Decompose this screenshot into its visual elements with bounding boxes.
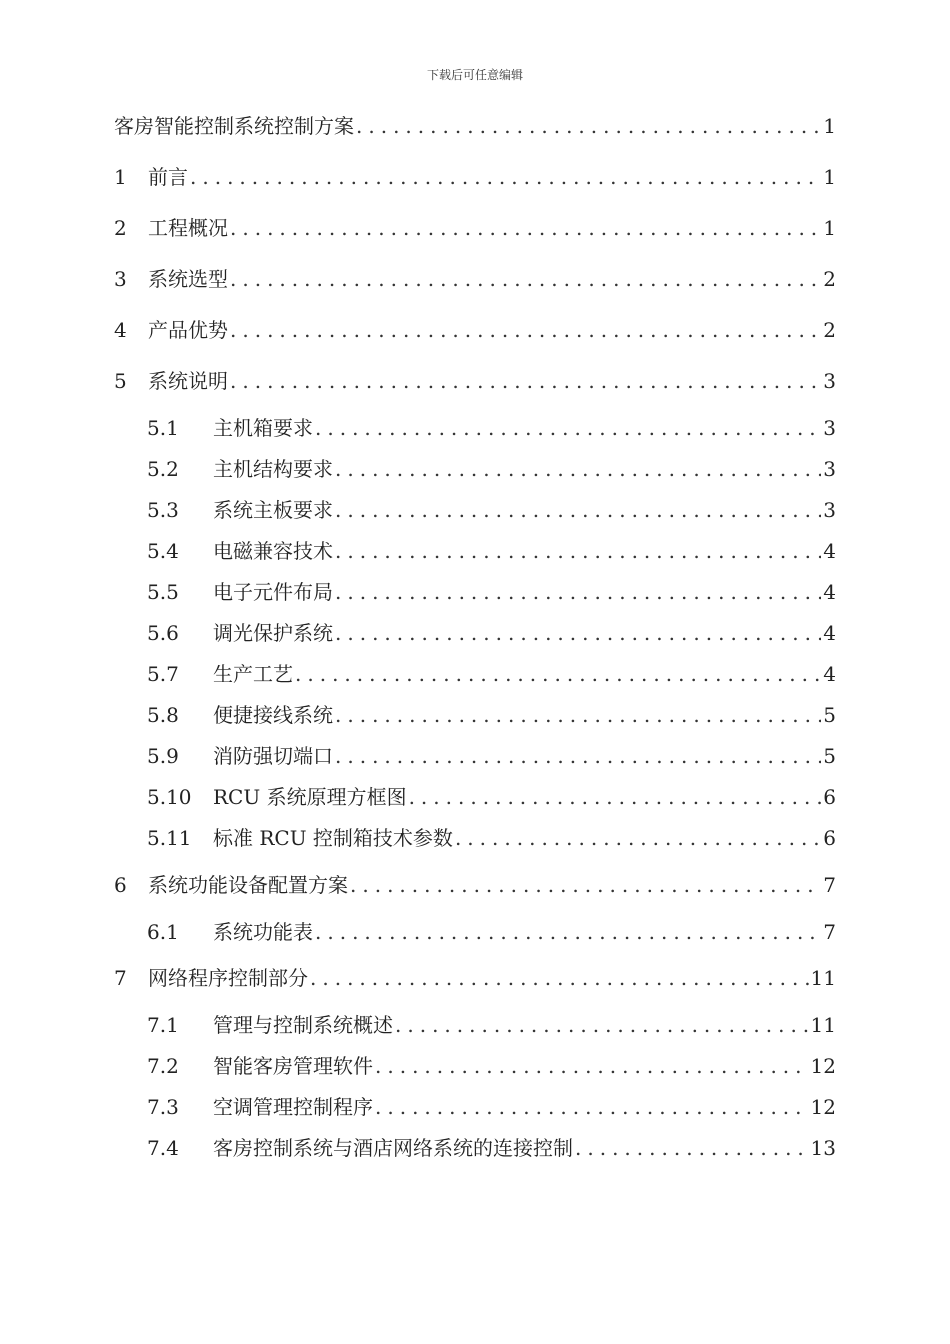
toc-entry-title: 主机箱要求 — [213, 416, 313, 440]
toc-entry[interactable] — [147, 414, 836, 442]
toc-entry-title: 标准 RCU 控制箱技术参数 — [213, 826, 453, 850]
toc-leader — [230, 367, 821, 395]
toc-entry-page: 1 — [823, 216, 836, 240]
toc-entry-number: 3 — [114, 267, 127, 291]
toc-entry-title: 前言 — [148, 165, 188, 189]
toc-entry-title: 产品优势 — [148, 318, 228, 342]
toc-leader — [395, 1011, 809, 1039]
toc-entry[interactable] — [147, 537, 836, 565]
page-header: 下载后可任意编辑 — [426, 68, 523, 82]
toc-leader — [335, 701, 821, 729]
toc-leader — [335, 742, 821, 770]
toc-entry[interactable] — [147, 824, 836, 852]
toc-entry-number: 5.8 — [147, 703, 179, 727]
toc-leader — [230, 265, 821, 293]
toc-leader — [335, 537, 821, 565]
toc-entry[interactable] — [114, 214, 836, 242]
toc-entry[interactable] — [147, 1011, 836, 1039]
toc-entry-number: 5.1 — [147, 416, 179, 440]
toc-entry-title: 系统主板要求 — [213, 498, 333, 522]
toc-entry-page: 3 — [823, 457, 836, 481]
toc-entry[interactable] — [114, 316, 836, 344]
toc-entry-page: 6 — [823, 826, 836, 850]
toc-entry-page: 7 — [823, 873, 836, 897]
toc-entry-title: 智能客房管理软件 — [213, 1054, 373, 1078]
toc-leader — [315, 918, 821, 946]
toc-entry-number: 5.3 — [147, 498, 179, 522]
toc-entry-page: 5 — [823, 744, 836, 768]
toc-entry-number: 5 — [114, 369, 127, 393]
toc-entry-page: 3 — [823, 416, 836, 440]
toc-entry[interactable] — [114, 163, 836, 191]
toc-entry-page: 3 — [823, 498, 836, 522]
toc-leader — [356, 112, 821, 140]
toc-leader — [230, 214, 821, 242]
toc-entry[interactable] — [114, 265, 836, 293]
toc-entry-title: 电磁兼容技术 — [213, 539, 333, 563]
toc-leader — [335, 496, 821, 524]
toc-entry-title: 系统功能表 — [213, 920, 313, 944]
toc-entry-number: 5.10 — [147, 785, 192, 809]
toc-entry-number: 5.7 — [147, 662, 179, 686]
toc-entry-title: 主机结构要求 — [213, 457, 333, 481]
toc-entry[interactable] — [147, 1093, 836, 1121]
toc-entry-number: 5.6 — [147, 621, 179, 645]
toc-entry-page: 2 — [823, 318, 836, 342]
toc-entry-page: 4 — [823, 621, 836, 645]
toc-entry-title: RCU 系统原理方框图 — [213, 785, 407, 809]
toc-entry-number: 7.1 — [147, 1013, 179, 1037]
toc-entry-number: 4 — [114, 318, 127, 342]
toc-entry-page: 12 — [810, 1054, 836, 1078]
toc-entry[interactable] — [147, 1052, 836, 1080]
toc-entry-title: 便捷接线系统 — [213, 703, 333, 727]
toc-entry-title: 网络程序控制部分 — [148, 966, 308, 990]
toc-leader — [335, 578, 821, 606]
toc-entry-number: 6 — [114, 873, 127, 897]
toc-entry-page: 3 — [823, 369, 836, 393]
toc-entry[interactable] — [147, 701, 836, 729]
toc-entry-page: 11 — [810, 966, 836, 990]
toc-entry-number: 7 — [114, 966, 127, 990]
toc-entry-page: 2 — [823, 267, 836, 291]
toc-leader — [375, 1052, 809, 1080]
toc-entry-page: 7 — [823, 920, 836, 944]
toc-entry-number: 5.2 — [147, 457, 179, 481]
toc-entry[interactable] — [147, 918, 836, 946]
toc-entry-title: 电子元件布局 — [213, 580, 333, 604]
toc-leader — [455, 824, 821, 852]
toc-leader — [310, 964, 809, 992]
toc-entry-page: 5 — [823, 703, 836, 727]
toc-entry-page: 4 — [823, 662, 836, 686]
toc-entry-number: 6.1 — [147, 920, 179, 944]
toc-entry-number: 7.2 — [147, 1054, 179, 1078]
toc-entry-title: 管理与控制系统概述 — [213, 1013, 393, 1037]
toc-entry[interactable] — [114, 964, 836, 992]
toc-leader — [350, 871, 821, 899]
toc-leader — [575, 1134, 809, 1162]
toc-entry-title: 消防强切端口 — [213, 744, 333, 768]
toc-leader — [190, 163, 821, 191]
toc-entry[interactable] — [147, 619, 836, 647]
toc-entry-number: 5.4 — [147, 539, 179, 563]
toc-entry[interactable] — [147, 496, 836, 524]
toc-entry-title: 空调管理控制程序 — [213, 1095, 373, 1119]
toc-entry[interactable] — [147, 660, 836, 688]
toc-entry-title: 客房智能控制系统控制方案 — [114, 114, 354, 138]
toc-entry-number: 2 — [114, 216, 127, 240]
toc-entry-number: 1 — [114, 165, 127, 189]
toc-entry-number: 7.4 — [147, 1136, 179, 1160]
toc-entry-title: 系统说明 — [148, 369, 228, 393]
toc-entry-number: 7.3 — [147, 1095, 179, 1119]
toc-entry[interactable] — [114, 112, 836, 140]
toc-entry[interactable] — [147, 742, 836, 770]
toc-entry-page: 13 — [810, 1136, 836, 1160]
toc-entry-page: 12 — [810, 1095, 836, 1119]
toc-entry-number: 5.9 — [147, 744, 179, 768]
toc-leader — [295, 660, 821, 688]
toc-leader — [409, 783, 822, 811]
toc-entry-page: 11 — [810, 1013, 836, 1037]
toc-entry[interactable] — [147, 578, 836, 606]
toc-entry-number: 5.11 — [147, 826, 192, 850]
toc-entry[interactable] — [147, 1134, 836, 1162]
toc-entry-title: 系统功能设备配置方案 — [148, 873, 348, 897]
toc-leader — [335, 455, 821, 483]
toc-entry-page: 4 — [823, 539, 836, 563]
toc-entry-title: 工程概况 — [148, 216, 228, 240]
toc-entry[interactable] — [114, 871, 836, 899]
toc-entry-title: 生产工艺 — [213, 662, 293, 686]
toc-entry[interactable] — [147, 783, 836, 811]
toc-entry[interactable] — [147, 455, 836, 483]
toc-leader — [335, 619, 821, 647]
toc-leader — [375, 1093, 809, 1121]
toc-entry-page: 1 — [823, 114, 836, 138]
toc-entry-page: 6 — [823, 785, 836, 809]
toc-entry-title: 调光保护系统 — [213, 621, 333, 645]
toc-entry-title: 客房控制系统与酒店网络系统的连接控制 — [213, 1136, 573, 1160]
toc-entry-page: 1 — [823, 165, 836, 189]
toc-entry-page: 4 — [823, 580, 836, 604]
toc-leader — [315, 414, 821, 442]
toc-entry-number: 5.5 — [147, 580, 179, 604]
toc-entry-title: 系统选型 — [148, 267, 228, 291]
toc-leader — [230, 316, 821, 344]
toc-entry[interactable] — [114, 367, 836, 395]
